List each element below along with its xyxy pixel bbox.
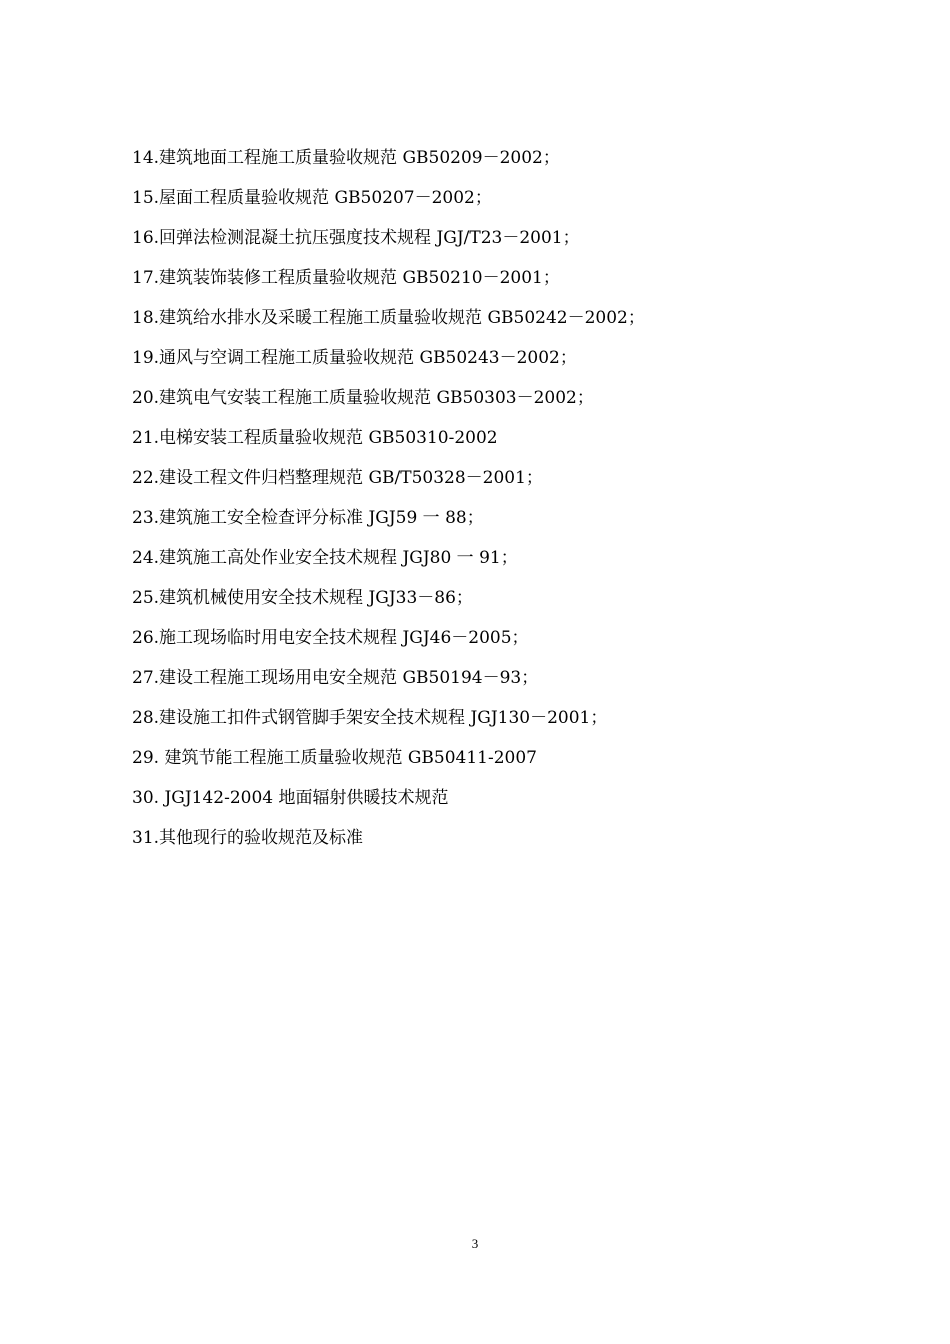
list-item: 29. 建筑节能工程施工质量验收规范 GB50411-2007: [132, 748, 538, 768]
list-item: 26.施工现场临时用电安全技术规程 JGJ46－2005；: [132, 628, 529, 648]
list-item: 17.建筑装饰装修工程质量验收规范 GB50210－2001；: [132, 268, 560, 288]
list-item: 21.电梯安装工程质量验收规范 GB50310-2002: [132, 428, 498, 448]
list-item: 24.建筑施工高处作业安全技术规程 JGJ80 一 91；: [132, 548, 518, 568]
list-item: 18.建筑给水排水及采暖工程施工质量验收规范 GB50242－2002；: [132, 308, 645, 328]
list-item: 23.建筑施工安全检查评分标准 JGJ59 一 88；: [132, 508, 484, 528]
list-item: 15.屋面工程质量验收规范 GB50207－2002；: [132, 188, 492, 208]
list-item: 22.建设工程文件归档整理规范 GB/T50328－2001；: [132, 468, 543, 488]
list-item: 30. JGJ142-2004 地面辐射供暖技术规范: [132, 788, 449, 808]
page-number: 3: [471, 1236, 479, 1251]
list-item: 27.建设工程施工现场用电安全规范 GB50194－93；: [132, 668, 539, 688]
list-item: 14.建筑地面工程施工质量验收规范 GB50209－2002；: [132, 148, 560, 168]
list-item: 31.其他现行的验收规范及标准: [132, 828, 364, 848]
list-item: 28.建设施工扣件式钢管脚手架安全技术规程 JGJ130－2001；: [132, 708, 608, 728]
list-item: 25.建筑机械使用安全技术规程 JGJ33－86；: [132, 588, 473, 608]
list-item: 16.回弹法检测混凝土抗压强度技术规程 JGJ/T23－2001；: [132, 228, 580, 248]
standards-list: [132, 145, 852, 865]
list-item: 19.通风与空调工程施工质量验收规范 GB50243－2002；: [132, 348, 577, 368]
list-item: 20.建筑电气安装工程施工质量验收规范 GB50303－2002；: [132, 388, 594, 408]
